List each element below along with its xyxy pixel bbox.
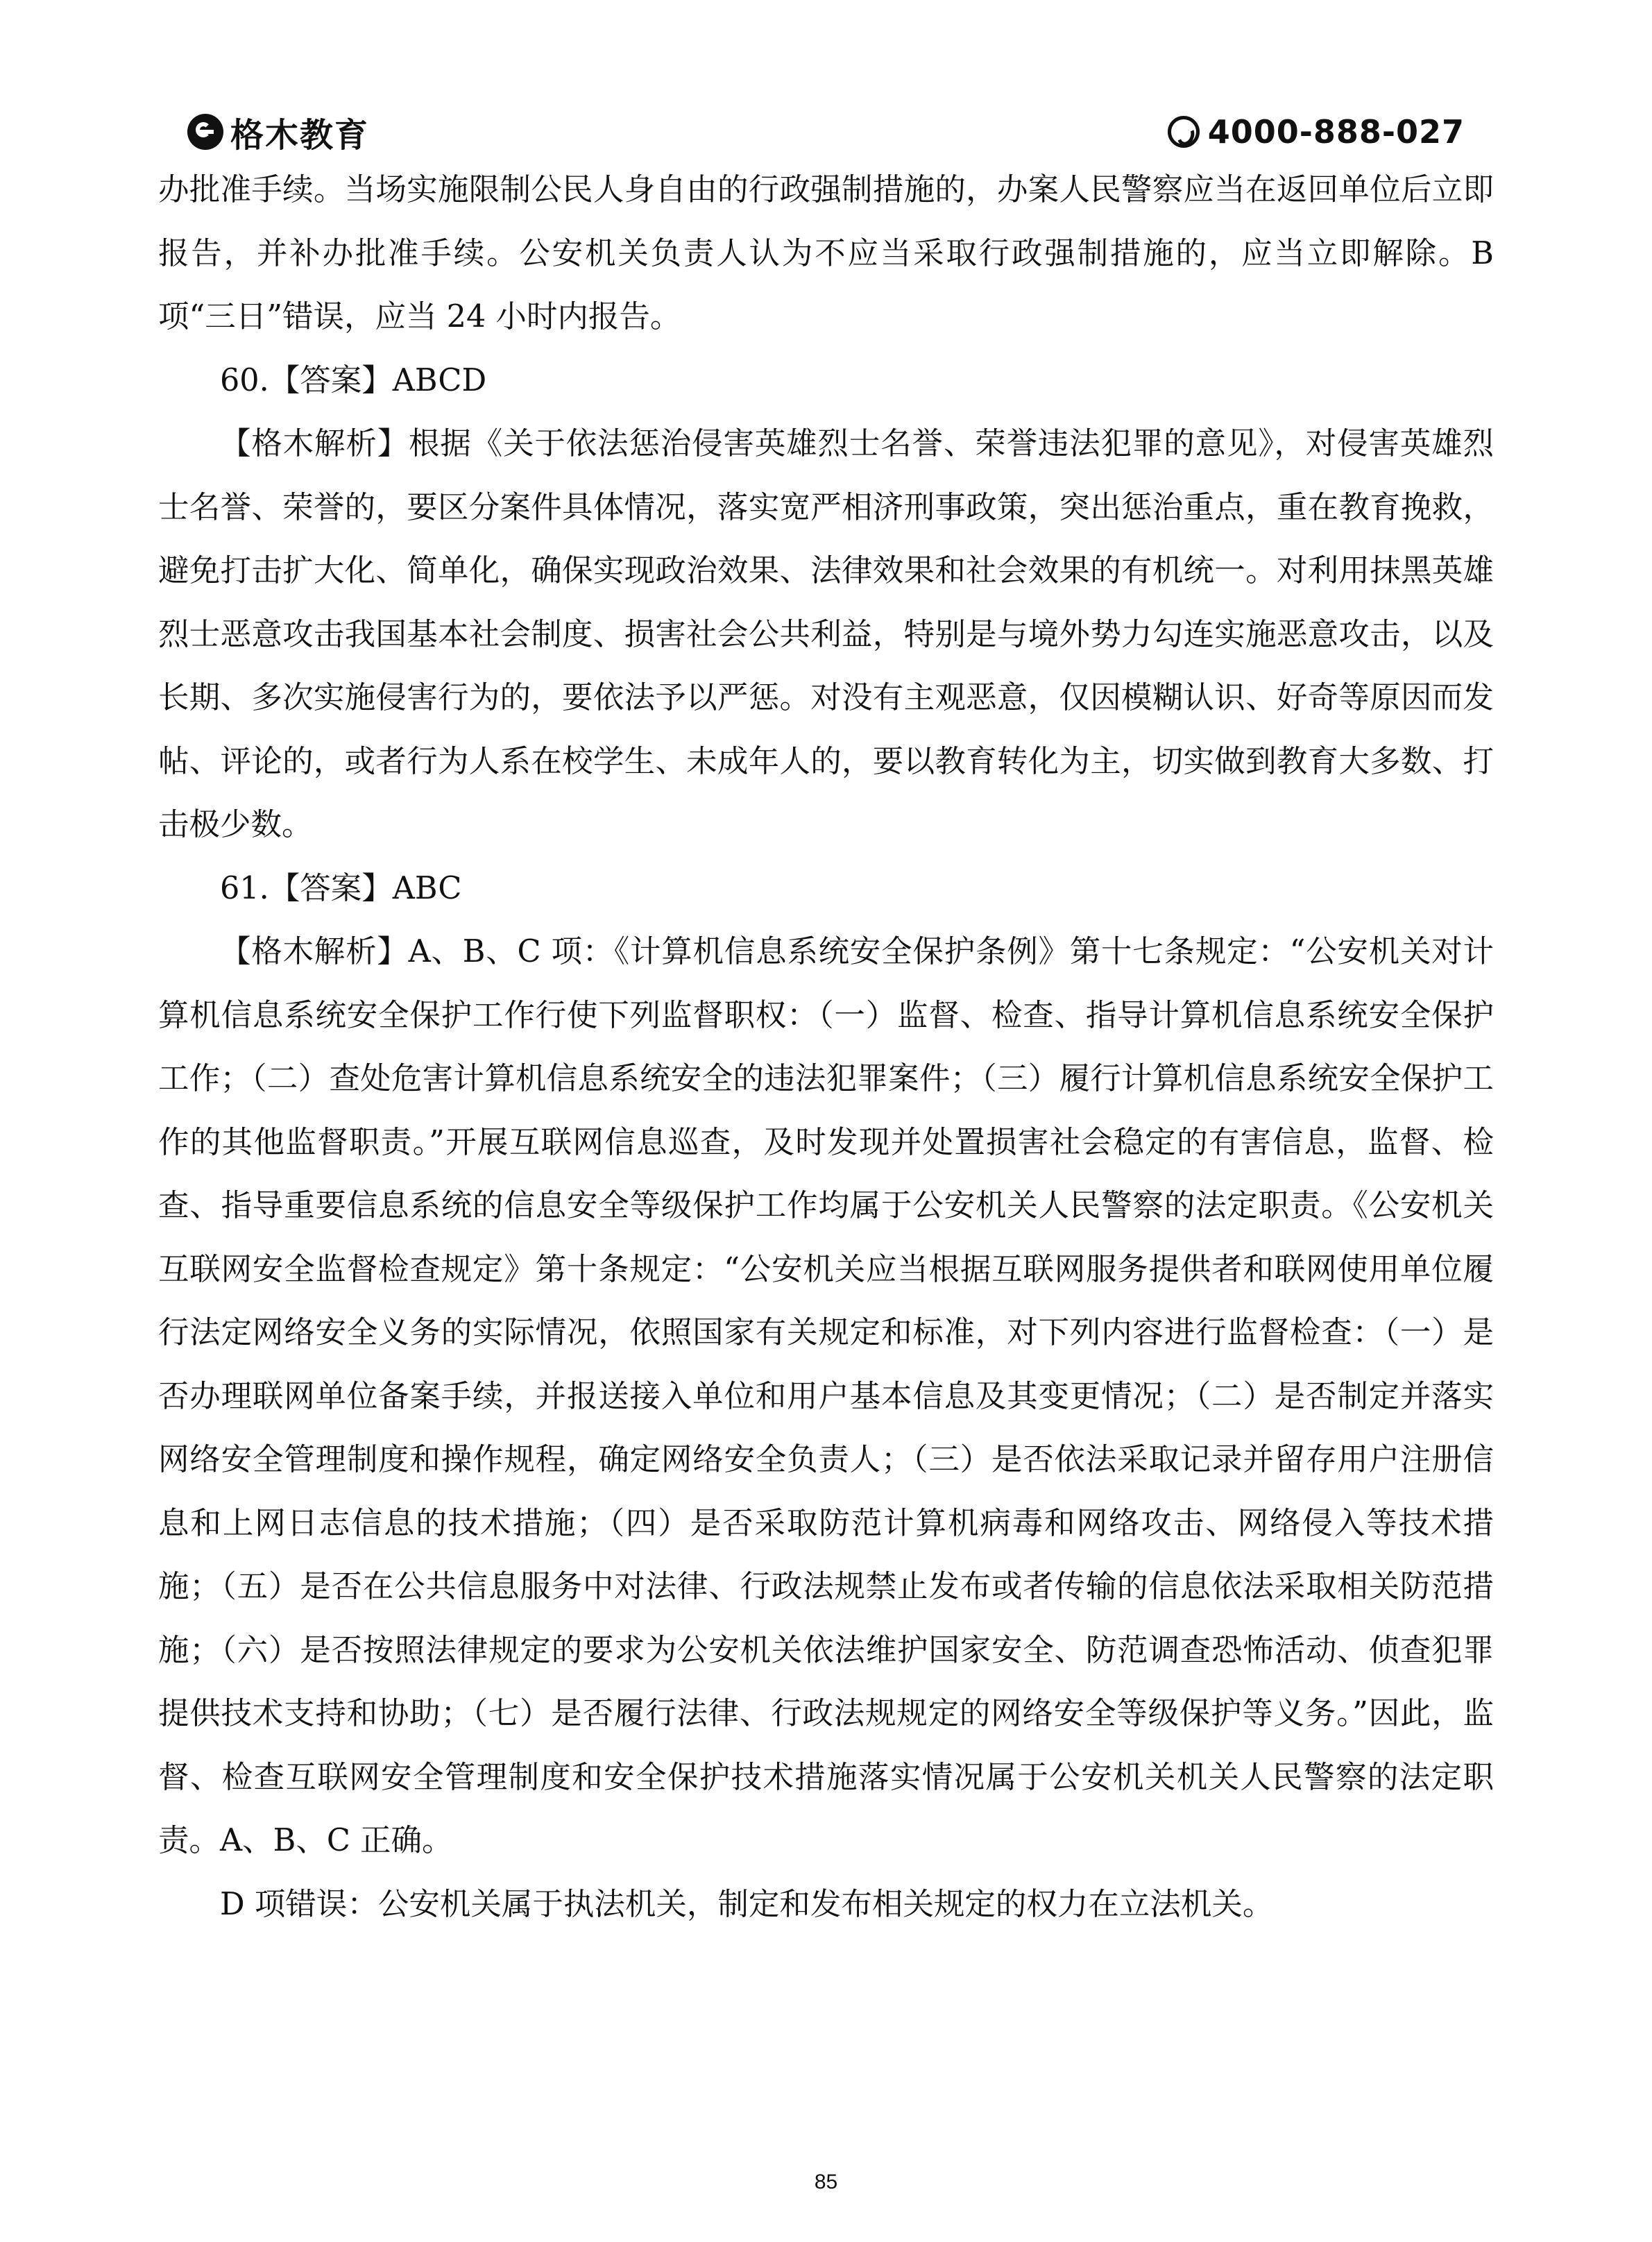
document-body bbox=[158, 158, 1494, 1936]
brand-logo bbox=[187, 111, 369, 153]
page-number: 85 bbox=[814, 2171, 838, 2193]
e-letter-logo-icon bbox=[187, 114, 223, 150]
paragraph-continuation: 办批准手续。当场实施限制公民人身自由的行政强制措施的，办案人民警察应当在返回单位后立即报告，并补办批准手续。公安机关负责人认为不应当采取行政强制措施的，应当立即解除。B 项“三日”错误，应当 24 小时内报告。 bbox=[158, 172, 1494, 334]
answer-heading-61: 61.【答案】ABC bbox=[220, 870, 462, 906]
analysis-61-option-d: D 项错误：公安机关属于执法机关，制定和发布相关规定的权力在立法机关。 bbox=[220, 1886, 1274, 1922]
analysis-60: 【格木解析】根据《关于依法惩治侵害英雄烈士名誉、荣誉违法犯罪的意见》，对侵害英雄烈士名誉、荣誉的，要区分案件具体情况，落实宽严相济刑事政策，突出惩治重点，重在教育挽救，避免打击扩大化、简单化，确保实现政治效果、法律效果和社会效果的有机统一。对利用抹黑英雄烈士恶意攻击我国基本社会制度、损害社会公共利益，特别是与境外势力勾连实施恶意攻击，以及长期、多次实施侵害行为的，要依法予以严惩。对没有主观恶意，仅因模糊认识、好奇等原因而发帖、评论的，或者行为人系在校学生、未成年人的，要以教育转化为主，切实做到教育大多数、打击极少数。 bbox=[158, 426, 1494, 842]
page-header bbox=[187, 104, 1465, 160]
phone-circle-icon bbox=[1168, 116, 1200, 148]
answer-heading-60: 60.【答案】ABCD bbox=[220, 362, 487, 398]
brand-name: 格木教育 bbox=[230, 115, 370, 155]
analysis-61: 【格木解析】A、B、C 项：《计算机信息系统安全保护条例》第十七条规定：“公安机关对计算机信息系统安全保护工作行使下列监督职权：（一）监督、检查、指导计算机信息系统安全保护工作；（二）查处危害计算机信息系统安全的违法犯罪案件；（三）履行计算机信息系统安全保护工作的其他监督职责。”开展互联网信息巡查，及时发现并处置损害社会稳定的有害信息，监督、检查、指导重要信息系统的信息安全等级保护工作均属于公安机关人民警察的法定职责。《公安机关互联网安全监督检查规定》第十条规定：“公安机关应当根据互联网服务提供者和联网使用单位履行法定网络安全义务的实际情况，依照国家有关规定和标准，对下列内容进行监督检查：（一）是否办理联网单位备案手续，并报送接入单位和用户基本信息及其变更情况；（二）是否制定并落实网络安全管理制度和操作规程，确定网络安全负责人；（三）是否依法采取记录并留存用户注册信息和上网日志信息的技术措施；（四）是否采取防范计算机病毒和网络攻击、网络侵入等技术措施；（五）是否在公共信息服务中对法律、行政法规禁止发布或者传输的信息依法采取相关防范措施；（六）是否按照法律规定的要求为公安机关依法维护国家安全、防范调查恐怖活动、侦查犯罪提供技术支持和协助；（七）是否履行法律、行政法规规定的网络安全等级保护等义务。”因此，监督、检查互联网安全管理制度和安全保护技术措施落实情况属于公安机关机关人民警察的法定职责。A、B、C 正确。 bbox=[158, 934, 1494, 1858]
hotline bbox=[1168, 111, 1465, 153]
hotline-number: 4000-888-027 bbox=[1207, 113, 1465, 151]
